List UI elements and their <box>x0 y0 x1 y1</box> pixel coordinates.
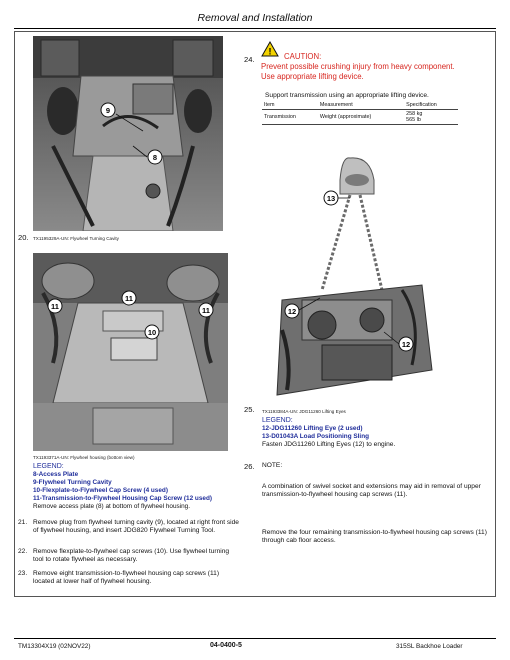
step-text-24: Support transmission using an appropriate lifting device. <box>265 92 429 99</box>
photo-caption-middle: TX1193371A-UN: Flywheel housing (bottom view) <box>33 455 135 460</box>
spec-header-measurement: Measurement <box>319 102 353 108</box>
step-text-25: Fasten JDG11260 Lifting Eyes (12) to engine. <box>262 441 396 448</box>
caution-text <box>261 62 496 82</box>
table-row <box>262 110 458 125</box>
legend-item-8: 8-Access Plate <box>33 471 79 478</box>
spec-header-item: Item <box>264 102 275 108</box>
spec-measurement: Weight (approximate) <box>319 114 372 120</box>
callout-11-right <box>199 303 213 317</box>
legend-item-11: 11-Transmission-to-Flywheel Housing Cap Screw (12 used) <box>33 495 212 502</box>
svg-text:11: 11 <box>202 306 210 315</box>
caution-line-1: Prevent possible crushing injury from heavy component. <box>261 62 455 71</box>
spec-value-kg: 258 kg <box>406 111 423 117</box>
footer-page-number: 04-0400-5 <box>210 642 242 649</box>
step-number-23: 23. <box>18 570 28 577</box>
svg-text:!: ! <box>268 46 272 57</box>
photo-caption-top: TX1195329A-UN: Flywheel Turning Cavity <box>33 236 119 241</box>
step-text-26: Remove the four remaining transmission-to-flywheel housing cap screws (11) through cab floor access. <box>262 529 487 545</box>
callout-10 <box>145 325 159 339</box>
callout-11-center <box>122 291 136 305</box>
header-divider <box>14 28 496 29</box>
footer-divider <box>14 638 496 639</box>
footer-right: 315SL Backhoe Loader <box>396 643 463 650</box>
photo-caption-right: TX1193384A-UN: JDG11260 Lifting Eyes <box>262 409 346 414</box>
svg-text:9: 9 <box>105 106 111 115</box>
footer-left: TM13304X19 (02NOV22) <box>18 643 91 650</box>
legend-right <box>262 417 492 449</box>
note-label: NOTE: <box>262 462 283 469</box>
svg-text:13: 13 <box>326 194 336 203</box>
svg-text:10: 10 <box>147 328 157 337</box>
step-number-21: 21. <box>18 519 28 526</box>
step-number-20: 20. <box>18 233 29 242</box>
spec-item: Transmission <box>264 114 296 120</box>
legend-left-text: Remove access plate (8) at bottom of flywheel housing. <box>33 503 191 510</box>
photo-flywheel-turning-cavity <box>33 36 223 231</box>
callout-11-left <box>48 299 62 313</box>
photo-lifting-eyes <box>262 150 438 400</box>
step-text-22: Remove flexplate-to-flywheel cap screws (10). Use flywheel turning tool to rotate flywheel as necessary. <box>33 548 230 564</box>
photo-flywheel-housing-bottom-art <box>33 253 228 451</box>
legend-item-12: 12-JDG11260 Lifting Eye (2 used) <box>262 425 363 432</box>
photo-lifting-eyes-art <box>262 150 438 400</box>
svg-text:8: 8 <box>152 153 158 162</box>
legend-right-title: LEGEND: <box>262 417 293 424</box>
svg-text:11: 11 <box>51 302 59 311</box>
photo-flywheel-housing-bottom <box>33 253 228 451</box>
spec-header-specification: Specification <box>406 102 437 108</box>
step-number-25: 25. <box>244 405 255 414</box>
legend-item-9: 9-Flywheel Turning Cavity <box>33 479 112 486</box>
step-text-21: Remove plug from flywheel turning cavity (9), located at right front side of flywheel housing, and insert JDG820 Flywheel Turning Tool. <box>33 519 239 535</box>
warning-icon <box>261 41 279 62</box>
step-text-23: Remove eight transmission-to-flywheel housing cap screws (11) located at lower half of flywheel housing. <box>33 570 220 586</box>
svg-text:12: 12 <box>287 307 297 316</box>
svg-text:12: 12 <box>401 340 411 349</box>
legend-left <box>33 463 243 511</box>
svg-text:11: 11 <box>125 294 133 303</box>
spec-value <box>404 110 458 125</box>
step-number-24: 24. <box>244 55 255 64</box>
photo-flywheel-turning-cavity-art <box>33 36 223 231</box>
step-number-22: 22. <box>18 548 28 555</box>
caution-line-2: Use appropriate lifting device. <box>261 72 364 81</box>
step-number-26: 26. <box>244 462 255 471</box>
legend-item-10: 10-Flexplate-to-Flywheel Cap Screw (4 used) <box>33 487 168 494</box>
spec-table <box>262 101 458 125</box>
legend-item-13: 13-D01043A Load Positioning Sling <box>262 433 370 440</box>
note-text: A combination of swivel socket and extensions may aid in removal of upper transmission-to-flywheel housing cap screws (11). <box>262 483 481 499</box>
caution-label: CAUTION: <box>284 52 322 61</box>
legend-left-title: LEGEND: <box>33 463 64 470</box>
spec-value-lb: 565 lb <box>406 117 421 123</box>
page-header-title: Removal and Installation <box>197 12 313 24</box>
